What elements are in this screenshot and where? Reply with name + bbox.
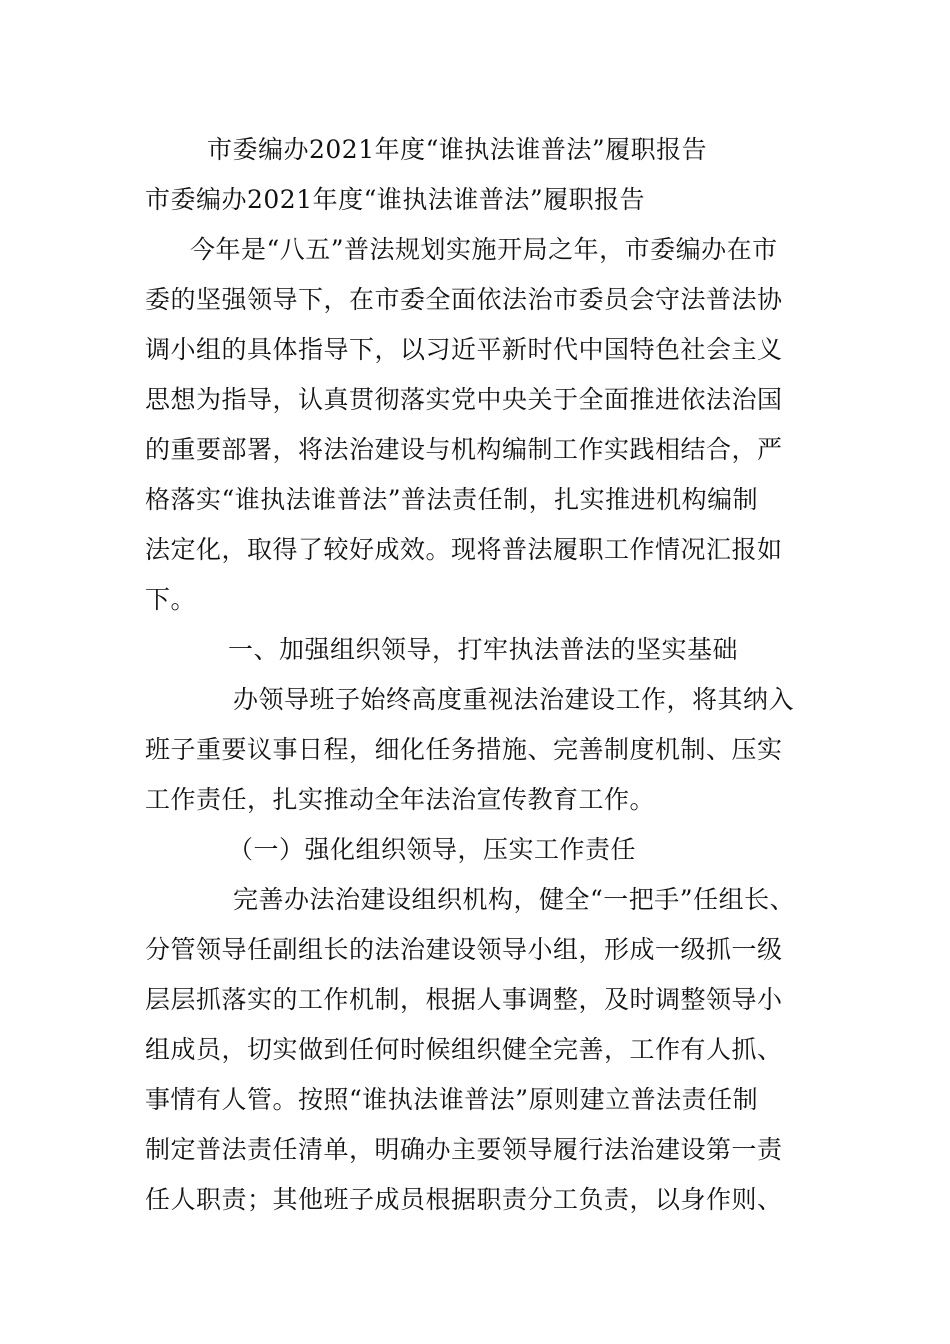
section-heading: 一、加强组织领导，打牢执法普法的坚实基础 [228, 635, 739, 664]
paragraph-line: 的重要部署，将法治建设与机构编制工作实践相结合，严 [145, 435, 783, 464]
paragraph-line: 工作责任，扎实推动全年法治宣传教育工作。 [145, 785, 656, 814]
paragraph-line: 制定普法责任清单，明确办主要领导履行法治建设第一责 [145, 1135, 783, 1164]
document-title: 市委编办2021年度“谁执法谁普法”履职报告 [207, 135, 708, 164]
document-title-repeat: 市委编办2021年度“谁执法谁普法”履职报告 [145, 185, 646, 214]
paragraph-line: 调小组的具体指导下，以习近平新时代中国特色社会主义 [145, 335, 783, 364]
paragraph-line: 办领导班子始终高度重视法治建设工作，将其纳入 [233, 685, 795, 714]
subsection-heading: （一）强化组织领导，压实工作责任 [228, 835, 637, 864]
paragraph-line: 委的坚强领导下，在市委全面依法治市委员会守法普法协 [145, 285, 783, 314]
paragraph-line: 组成员，切实做到任何时候组织健全完善，工作有人抓、 [145, 1035, 783, 1064]
paragraph-line: 任人职责；其他班子成员根据职责分工负责，以身作则、 [145, 1185, 783, 1214]
paragraph-line: 完善办法治建设组织机构，健全“一把手”任组长、 [233, 885, 796, 914]
paragraph-line: 班子重要议事日程，细化任务措施、完善制度机制、压实 [145, 735, 783, 764]
paragraph-line: 今年是“八五”普法规划实施开局之年，市委编办在市 [190, 235, 778, 264]
paragraph-line: 法定化，取得了较好成效。现将普法履职工作情况汇报如 [145, 535, 783, 564]
paragraph-line: 思想为指导，认真贯彻落实党中央关于全面推进依法治国 [145, 385, 783, 414]
paragraph-line: 事情有人管。按照“谁执法谁普法”原则建立普法责任制 [145, 1085, 759, 1114]
paragraph-line: 下。 [145, 585, 197, 614]
paragraph-line: 格落实“谁执法谁普法”普法责任制，扎实推进机构编制 [145, 485, 759, 514]
paragraph-line: 分管领导任副组长的法治建设领导小组，形成一级抓一级 [145, 935, 783, 964]
paragraph-line: 层层抓落实的工作机制，根据人事调整，及时调整领导小 [145, 985, 783, 1014]
